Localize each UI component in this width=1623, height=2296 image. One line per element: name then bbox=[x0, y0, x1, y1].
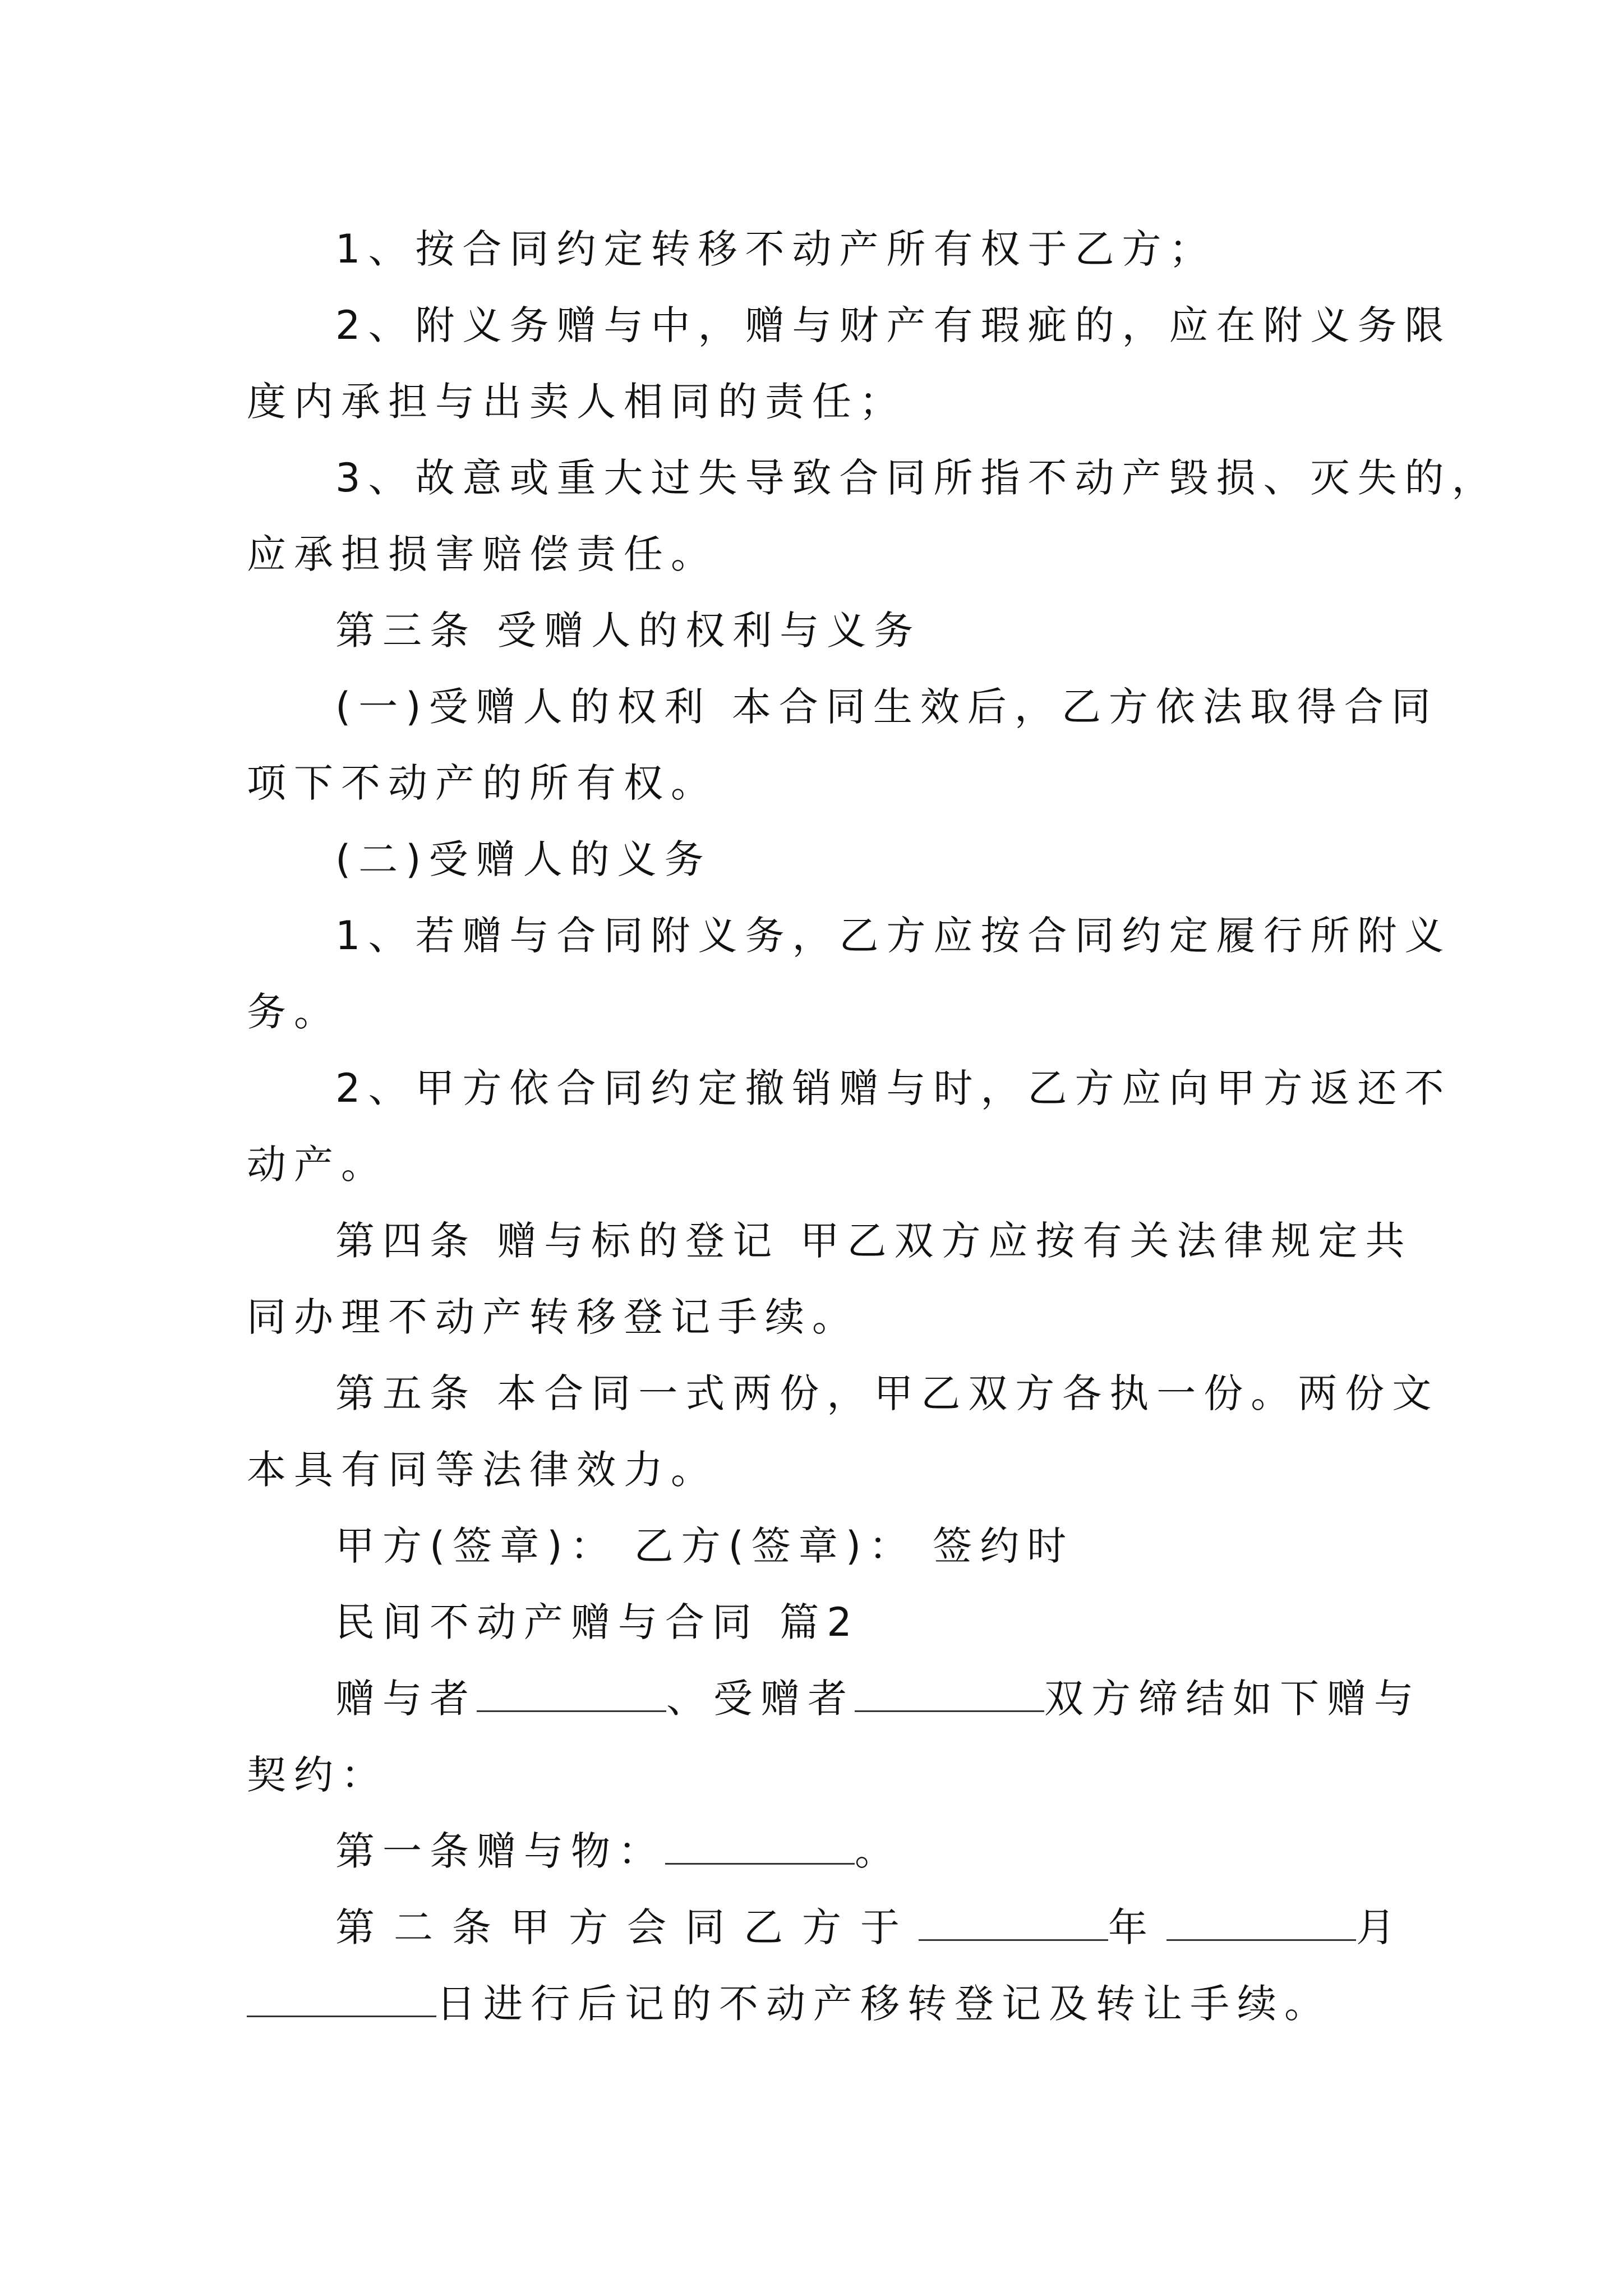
text-line: 2、附义务赠与中，赠与财产有瑕疵的，应在附义务限 bbox=[335, 302, 1452, 348]
period: 。 bbox=[855, 1828, 902, 1874]
text-line: 务。 bbox=[247, 989, 341, 1035]
text-line: 第三条 受赠人的权利与义务 bbox=[335, 608, 921, 654]
day-blank bbox=[247, 1971, 436, 2017]
year-label: 年 bbox=[1108, 1904, 1166, 1950]
text-line: 3、故意或重大过失导致合同所指不动产毁损、灭失的， bbox=[335, 455, 1499, 501]
text-line: 同办理不动产转移登记手续。 bbox=[247, 1294, 859, 1340]
section-2-title bbox=[247, 1584, 1388, 1660]
donee-label: 、受赠者 bbox=[666, 1676, 855, 1722]
article-1-gift bbox=[247, 1813, 1388, 1889]
text-line: 动产。 bbox=[247, 1142, 388, 1188]
text-line: 1、若赠与合同附义务，乙方应按合同约定履行所附义 bbox=[335, 913, 1452, 959]
registration-text: 日进行后记的不动产移转登记及转让手续。 bbox=[436, 1981, 1331, 2027]
donee-duties-heading bbox=[247, 821, 1388, 898]
text-line: 第五条 本合同一式两份，甲乙双方各执一份。两份文 bbox=[335, 1370, 1440, 1416]
text-line: (一)受赠人的权利 本合同生效后，乙方依法取得合同 bbox=[335, 684, 1438, 730]
text-line: 1、按合同约定转移不动产所有权于乙方； bbox=[335, 226, 1216, 272]
signature-line bbox=[247, 1508, 1388, 1584]
text-line bbox=[247, 1660, 1421, 1737]
text-line: 度内承担与出卖人相同的责任； bbox=[247, 379, 906, 425]
text-line: (二)受赠人的义务 bbox=[335, 836, 712, 882]
clause-text: 双方缔结如下赠与 bbox=[1044, 1676, 1421, 1722]
text-line: 契约： bbox=[247, 1752, 388, 1798]
gift-blank bbox=[665, 1818, 855, 1865]
text-line bbox=[247, 1966, 1388, 2042]
registration-label: 第二条甲方会同乙方于 bbox=[335, 1904, 919, 1950]
donor-label: 赠与者 bbox=[335, 1676, 477, 1722]
document-body bbox=[247, 211, 1499, 2042]
text-line: 第四条 赠与标的登记 甲乙双方应按有关法律规定共 bbox=[335, 1218, 1413, 1264]
paragraph-obligation-2 bbox=[247, 287, 1452, 440]
party-a-signature-label: 甲方(签章)： bbox=[335, 1523, 617, 1569]
paragraph-obligation-1 bbox=[247, 211, 1388, 287]
donor-blank bbox=[477, 1665, 666, 1712]
text-line: 本具有同等法律效力。 bbox=[247, 1447, 718, 1493]
article-2-registration bbox=[247, 1889, 1414, 2042]
donor-clause bbox=[247, 1660, 1421, 1813]
article-5 bbox=[247, 1355, 1440, 1508]
paragraph-duty-2 bbox=[247, 1050, 1452, 1203]
text-line: 民间不动产赠与合同 篇2 bbox=[335, 1599, 860, 1645]
paragraph-donee-rights bbox=[247, 669, 1438, 821]
article-4 bbox=[247, 1203, 1413, 1355]
year-blank bbox=[919, 1894, 1108, 1941]
month-label: 月 bbox=[1356, 1904, 1414, 1950]
text-line: 项下不动产的所有权。 bbox=[247, 760, 718, 806]
text-line: 应承担损害赔偿责任。 bbox=[247, 531, 718, 577]
paragraph-obligation-3 bbox=[247, 440, 1499, 592]
gift-label: 第一条赠与物： bbox=[335, 1828, 665, 1874]
signing-time-label: 签约时 bbox=[933, 1523, 1075, 1569]
paragraph-duty-1 bbox=[247, 898, 1452, 1050]
text-line bbox=[247, 1813, 1388, 1889]
party-b-signature-label: 乙方(签章)： bbox=[634, 1523, 916, 1569]
month-blank bbox=[1166, 1894, 1356, 1941]
text-line bbox=[247, 1889, 1414, 1966]
text-line bbox=[247, 1508, 1388, 1584]
text-line: 2、甲方依合同约定撤销赠与时，乙方应向甲方返还不 bbox=[335, 1065, 1452, 1111]
article-3-heading bbox=[247, 592, 1388, 669]
donee-blank bbox=[855, 1665, 1044, 1712]
